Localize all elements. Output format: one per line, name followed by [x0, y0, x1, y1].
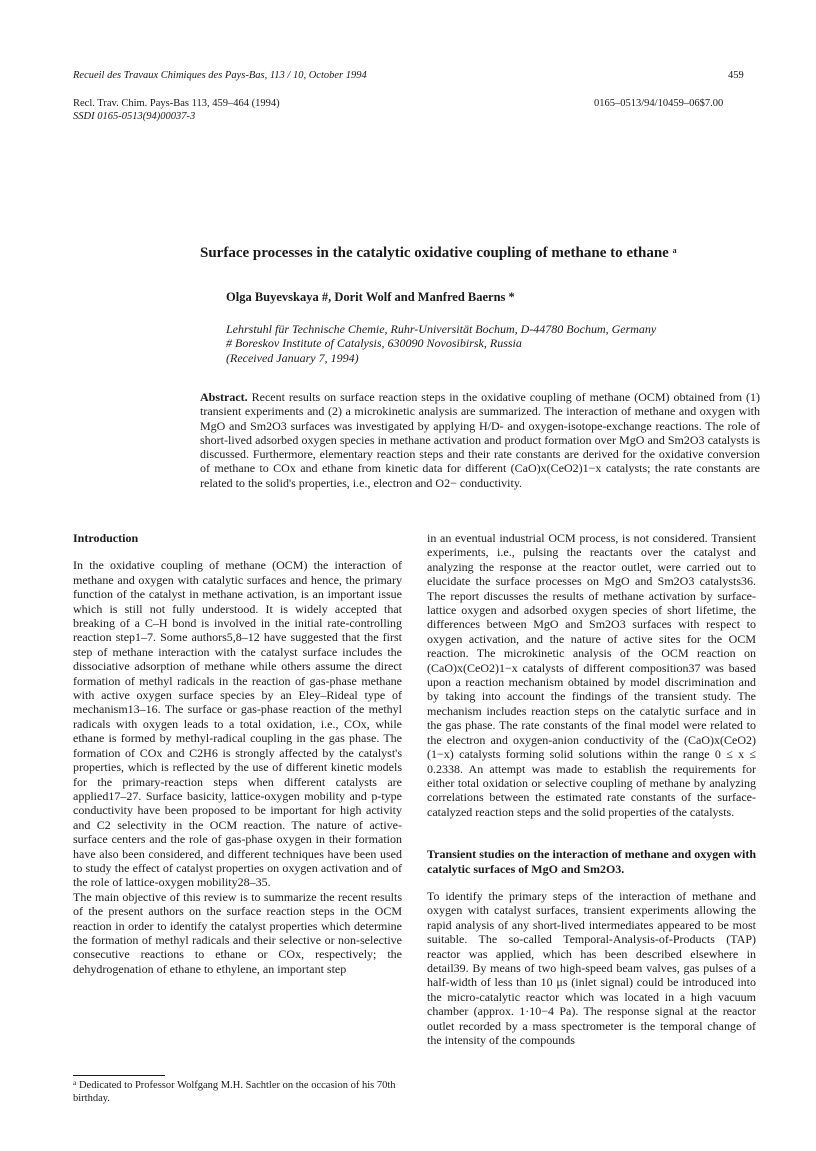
page-number: 459 — [728, 70, 744, 81]
affiliation-boreskov: # Boreskov Institute of Catalysis, 630090 Novosibirsk, Russia — [226, 336, 522, 351]
citation-line: Recl. Trav. Chim. Pays-Bas 113, 459–464 (1994) — [73, 98, 280, 109]
footnote-marker: a — [73, 1078, 77, 1087]
introduction-paragraph-1: In the oxidative coupling of methane (OCM) the interaction of methane and oxygen with catalytic surfaces and hence, the primary function of the catalyst in methane activation, is an important issue which is still not fully understood. It is widely accepted that breaking of a C–H bond is involved in the initial rate-controlling reaction step1–7. Some authors5,8–12 have suggested that the first step of methane interaction with the catalyst surface includes the dissociative adsorption of methane while others assume the direct formation of methyl radicals in the reaction of gas-phase methane with active oxygen surface species by an Eley–Rideal type of mechanism13–16. The surface or gas-phase reaction of the methyl radicals with oxygen leads to a total oxidation, i.e., COx, while ethane is formed by methyl-radical coupling in the gas phase. The formation of COx and C2H6 is strongly affected by the catalyst's properties, which is reflected by the use of different kinetic models for the primary-reaction steps when different catalysts are applied17–27. Surface basicity, lattice-oxygen mobility and p-type conductivity have been proposed to be important for high activity and C2 selectivity in the OCM reaction. The nature of active-surface centers and the role of gas-phase oxygen in their formation have also been considered, and different techniques have been used to study the effect of catalyst properties on oxygen activation and of the role of lattice-oxygen mobility28–35. — [73, 558, 402, 890]
abstract — [200, 390, 760, 490]
article-title — [200, 244, 760, 263]
received-date: (Received January 7, 1994) — [226, 350, 359, 365]
affiliation-bochum: Lehrstuhl für Technische Chemie, Ruhr-Universität Bochum, D-44780 Bochum, Germany — [226, 322, 657, 336]
footnote-rule — [73, 1075, 165, 1076]
transient-studies-paragraph: To identify the primary steps of the interaction of methane and oxygen with catalyst surfaces, transient experiments allowing the rapid analysis of any short-lived intermediates appeared to be most suitable. The so-called Temporal-Analysis-of-Products (TAP) reactor was applied, which has been described elsewhere in detail39. By means of two high-speed beam valves, gas pulses of a half-width of less than 10 μs (inlet signal) could be introduced into the micro-catalytic reactor which was located in a high vacuum chamber (approx. 1·10−4 Pa). The response signal at the reactor outlet recorded by a mass spectrometer is the temporal change of the intensity of the compounds — [427, 888, 756, 1047]
article-title-text: Surface processes in the catalytic oxidative coupling of methane to ethane — [200, 245, 669, 261]
title-footnote-marker: a — [672, 246, 677, 255]
right-column — [427, 531, 756, 1047]
transient-studies-heading: Transient studies on the interaction of methane and oxygen with catalytic surfaces of MgO and Sm2O3. — [427, 847, 756, 876]
left-column — [73, 531, 402, 976]
journal-running-header: Recueil des Travaux Chimiques des Pays-Bas, 113 / 10, October 1994 — [73, 70, 367, 81]
abstract-label: Abstract. — [200, 390, 248, 404]
ssdi-line: SSDI 0165-0513(94)00037-3 — [73, 111, 196, 122]
footnote-text: Dedicated to Professor Wolfgang M.H. Sachtler on the occasion of his 70th birthday. — [73, 1080, 396, 1104]
author-list: Olga Buyevskaya #, Dorit Wolf and Manfred Baerns * — [226, 290, 515, 304]
introduction-heading: Introduction — [73, 531, 139, 545]
issn-code: 0165–0513/94/10459–06$7.00 — [594, 98, 724, 109]
affiliations — [226, 322, 766, 365]
introduction-paragraph-2: The main objective of this review is to summarize the recent results of the present authors on the surface reaction steps in the OCM reaction in order to identify the catalyst properties which determine the formation of methyl radicals and their selective or non-selective consecutive reactions to ethane or COx, respectively; the dehydrogenation of ethane to ethylene, an important step — [73, 889, 402, 976]
right-column-paragraph-1: in an eventual industrial OCM process, is not considered. Transient experiments, i.e., pulsing the reactants over the catalyst and analyzing the response at the reactor outlet, were carried out to elucidate the surface processes on MgO and Sm2O3 catalysts36. The report discusses the results of methane activation by surface-lattice oxygen and adsorbed oxygen species of short lifetime, the differences between MgO and Sm2O3 surfaces with respect to oxygen activation, and the nature of active sites for the OCM reaction. The microkinetic analysis of the OCM reaction on (CaO)x(CeO2)1−x catalysts of different composition37 was based upon a reaction mechanism obtained by model discrimination and by taking into account the findings of the transient study. The mechanism includes reaction steps on the catalytic surface and in the gas phase. The rate constants of the final model were related to the electron and oxygen-anion conductivity of the (CaO)x(CeO2)(1−x) catalysts forming solid solutions within the range 0 ≤ x ≤ 0.2338. An attempt was made to establish the requirements for either total oxidation or selective coupling of methane by analyzing correlations between the estimated rate constants of the surface-catalyzed reaction steps and the solid properties of the catalysts. — [427, 531, 756, 819]
abstract-text: Recent results on surface reaction steps in the oxidative coupling of methane (OCM) obtained from (1) transient experiments and (2) a microkinetic analysis are summarized. The interaction of methane and oxygen with MgO and Sm2O3 surfaces was investigated by applying H/D- and oxygen-isotope-exchange reactions. The role of short-lived adsorbed oxygen species in methane activation and product formation over MgO and Sm2O3 catalysts is discussed. Furthermore, elementary reaction steps and their rate constants are derived for the oxidative conversion of methane to COx and ethane from kinetic data for different (CaO)x(CeO2)1−x catalysts; the rate constants are related to the solid's properties, i.e., electron and O2− conductivity. — [200, 390, 761, 490]
footnote — [73, 1080, 402, 1105]
